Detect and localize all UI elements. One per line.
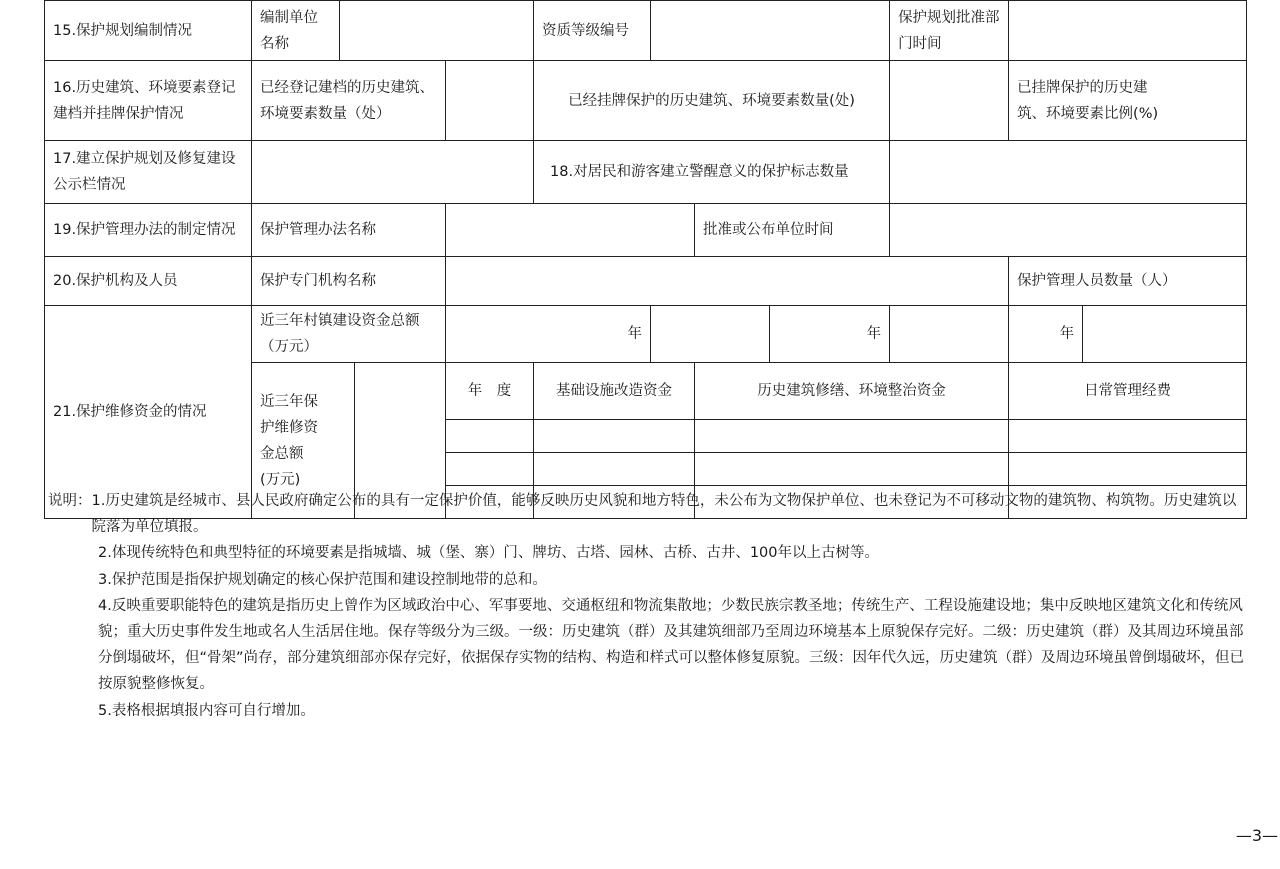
header-restoration: 历史建筑修缮、环境整治资金 xyxy=(695,363,1009,420)
row15-approval-label: 保护规划批准部门时间 xyxy=(890,1,1009,61)
fund-cell[interactable] xyxy=(534,420,695,453)
row15-unit-label: 编制单位名称 xyxy=(252,1,340,61)
note-first-line xyxy=(48,488,1248,540)
note-item-2: 2.体现传统特色和典型特征的环境要素是指城墙、城（堡、寨）门、牌坊、古塔、园林、古桥、古井、100年以上古树等。 xyxy=(98,545,880,562)
row16-label: 16.历史建筑、环境要素登记建档并挂牌保护情况 xyxy=(45,61,252,141)
fund-cell[interactable] xyxy=(695,453,1009,486)
header-infrastructure: 基础设施改造资金 xyxy=(534,363,695,420)
row15-approval-value[interactable] xyxy=(1009,1,1247,61)
row18-sign-label: 18.对居民和游客建立警醒意义的保护标志数量 xyxy=(534,141,890,204)
row21-total-label: 近三年村镇建设资金总额（万元） xyxy=(252,306,446,363)
fund-cell[interactable] xyxy=(1009,453,1247,486)
row15-unit-value[interactable] xyxy=(340,1,534,61)
fund-cell[interactable] xyxy=(446,420,534,453)
row16-ratio-label: 已挂牌保护的历史建筑、环境要素比例(%) xyxy=(1009,61,1247,141)
note-item-4: 4.反映重要职能特色的建筑是指历史上曾作为区域政治中心、军事要地、交通枢纽和物流集散地；少数民族宗教圣地；传统生产、工程设施建设地；集中反映地区建筑文化和传统风貌；重大历史事件发生地或名人生活居住地。保存等级分为三级。一级：历史建筑（群）及其建筑细部乃至周边环境基本上原貌保存完好。二级：历史建筑（群）及其周边环境虽部分倒塌破坏，但“骨架”尚存，部分建筑细部亦保存完好，依据保存实物的结构、构造和样式可以整体修复原貌。三级：因年代久远，历史建筑（群）及周边环境虽曾倒塌破坏，但已按原貌整修恢复。 xyxy=(98,597,1245,693)
fund-cell[interactable] xyxy=(695,420,1009,453)
row15-grade-value[interactable] xyxy=(651,1,890,61)
row18-sign-value[interactable] xyxy=(890,141,1247,204)
fund-cell[interactable] xyxy=(534,453,695,486)
fund-cell[interactable] xyxy=(1009,420,1247,453)
notes-title: 说明： xyxy=(48,493,92,509)
row21-year-1-value[interactable] xyxy=(651,306,770,363)
row16-plaque-value[interactable] xyxy=(890,61,1009,141)
row15-label: 15.保护规划编制情况 xyxy=(45,1,252,61)
row20-label: 20.保护机构及人员 xyxy=(45,257,252,306)
row15-grade-label: 资质等级编号 xyxy=(534,1,651,61)
row21-year-3-value[interactable] xyxy=(1083,306,1247,363)
row21-year-1: 年 xyxy=(446,306,651,363)
row21-year-2: 年 xyxy=(770,306,890,363)
row16-plaque-label: 已经挂牌保护的历史建筑、环境要素数量(处) xyxy=(534,61,890,141)
row19-label: 19.保护管理办法的制定情况 xyxy=(45,204,252,257)
header-daily-management: 日常管理经费 xyxy=(1009,363,1247,420)
notes-section xyxy=(48,488,1248,724)
row16-registered-value[interactable] xyxy=(446,61,534,141)
row21-year-3: 年 xyxy=(1009,306,1083,363)
row19-name-value[interactable] xyxy=(446,204,695,257)
heritage-form-table xyxy=(44,0,1247,519)
page-number: —3— xyxy=(1235,826,1278,845)
row17-value[interactable] xyxy=(252,141,534,204)
note-item-5: 5.表格根据填报内容可自行增加。 xyxy=(98,702,315,719)
header-year: 年 度 xyxy=(446,363,534,420)
row17-label: 17.建立保护规划及修复建设公示栏情况 xyxy=(45,141,252,204)
note-item-3: 3.保护范围是指保护规划确定的核心保护范围和建设控制地带的总和。 xyxy=(98,571,547,588)
row19-approval-value[interactable] xyxy=(890,204,1247,257)
row21-year-2-value[interactable] xyxy=(890,306,1009,363)
row19-name-label: 保护管理办法名称 xyxy=(252,204,446,257)
row19-approval-label: 批准或公布单位时间 xyxy=(695,204,890,257)
row20-staff-label: 保护管理人员数量（人） xyxy=(1009,257,1247,306)
row20-org-value[interactable] xyxy=(446,257,1009,306)
row16-registered-label: 已经登记建档的历史建筑、环境要素数量（处） xyxy=(252,61,446,141)
row21-repair-label: 近三年保护维修资金总额(万元) xyxy=(252,363,355,519)
note-item-1: 1.历史建筑是经城市、县人民政府确定公布的具有一定保护价值，能够反映历史风貌和地方特色，未公布为文物保护单位、也未登记为不可移动文物的建筑物、构筑物。历史建筑以院落为单位填报。 xyxy=(91,493,1237,536)
fund-cell[interactable] xyxy=(446,453,534,486)
row20-org-label: 保护专门机构名称 xyxy=(252,257,446,306)
row21-label: 21.保护维修资金的情况 xyxy=(45,306,252,519)
